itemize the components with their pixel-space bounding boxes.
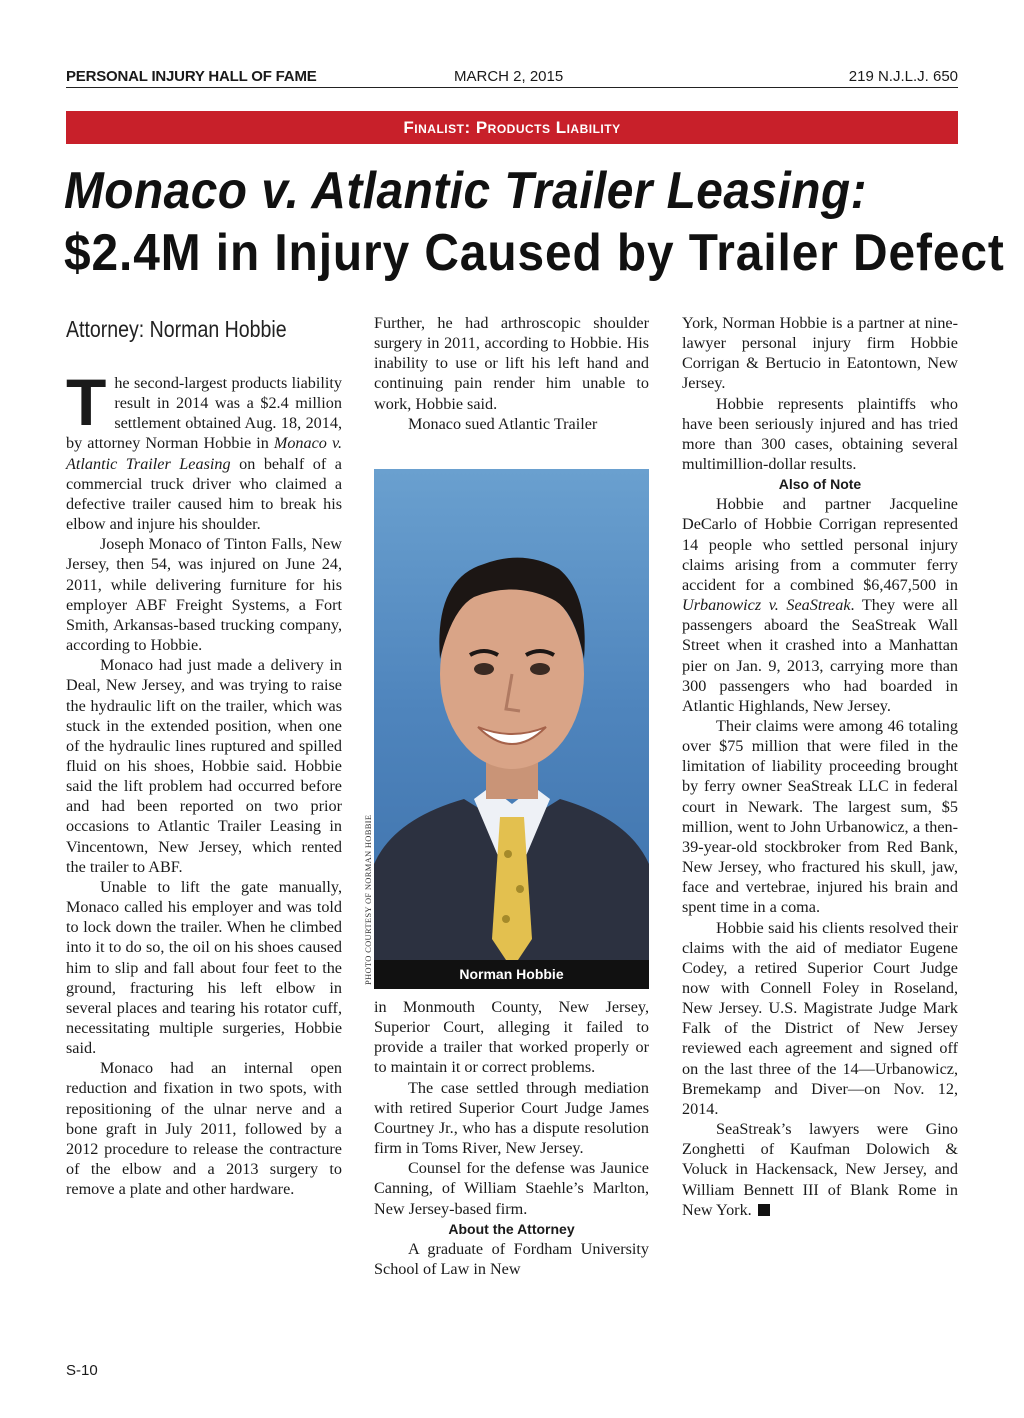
paragraph: Their claims were among 46 totaling over $75 million that were filed in the limitation of liability proceeding brought by ferry owner SeaStreak LLC in federal court in Newark. The largest sum, $5 million, went to John Urbanowicz, a then-39-year-old stockbroker from Red Bank, New Jersey, who fractured his skull, jaw, face and vertebrae, injured his brain and spent time in a coma.: [682, 716, 958, 917]
attorney-photo: [374, 469, 649, 989]
text-run: he second-largest products liability result in 2014 was a $2.4 million settlement obtained Aug. 18, 2014, by attorney Norman Hobbie in: [66, 374, 342, 453]
headline: [64, 160, 1005, 284]
paragraph: York, Norman Hobbie is a partner at nine-lawyer personal injury firm Hobbie Corrigan & Bertucio in Eatontown, New Jersey.: [682, 314, 958, 393]
paragraph: Further, he had arthroscopic shoulder surgery in 2011, according to Hobbie. His inability to use or lift his left hand and continuing pain render him unable to work, Hobbie said.: [374, 314, 649, 413]
paragraph: [66, 365, 343, 534]
paragraph: Hobbie represents plaintiffs who have been seriously injured and has tried more than 300 cases, obtaining several multimillion-dollar results.: [682, 394, 958, 474]
paragraph: Monaco had just made a delivery in Deal, New Jersey, and was trying to raise the hydraulic lift on the trailer, which was stuck in the extended position, when one of the hydraulic lines ruptured and spilled fluid on his shoes, Hobbie said. Hobbie said the lift problem had occurred before and had been reported on two prior occasions to Atlantic Trailer Leasing in Vincentown, New Jersey, which rented the trailer to ABF.: [66, 656, 342, 876]
article-column-3: [682, 313, 958, 1220]
issue-date: MARCH 2, 2015: [454, 68, 564, 85]
article-column-2-top: [374, 313, 649, 434]
case-name: Monaco v. Atlantic Trailer Leasing: [66, 434, 343, 473]
portrait-illustration: [374, 469, 649, 989]
headline-line-2: $2.4M in Injury Caused by Trailer Defect: [64, 224, 1005, 282]
text-run: SeaStreak’s lawyers were Gino Zonghetti of Kaufman Dolowich & Voluck in Hackensack, New Jersey, and William Bennett III of Blank Rome in New York.: [682, 1120, 958, 1219]
page-number: S-10: [66, 1362, 98, 1379]
end-mark-icon: [758, 1204, 770, 1216]
article-column-1: [66, 365, 343, 1199]
paragraph: Monaco sued Atlantic Trailer: [408, 414, 598, 433]
drop-cap: T: [66, 365, 107, 439]
subhead-about-attorney: About the Attorney: [448, 1220, 575, 1237]
headline-line-1: Monaco v. Atlantic Trailer Leasing:: [64, 162, 868, 220]
byline: Attorney: Norman Hobbie: [66, 316, 287, 342]
article-column-2-bottom: [374, 997, 649, 1279]
paragraph: in Monmouth County, New Jersey, Superior Court, alleging it failed to provide a trailer that worked properly or to maintain it or correct problems.: [374, 998, 649, 1077]
text-run: Hobbie and partner Jacqueline DeCarlo of Hobbie Corrigan represented 14 people who settled personal injury claims arising from a commuter ferry accident for a combined $6,467,500 in: [682, 495, 958, 594]
paragraph: Monaco had an internal open reduction and fixation in two spots, with repositioning of the ulnar nerve and a bone graft in July 2011, followed by a 2012 procedure to release the contracture of the elbow and a 2013 surgery to remove a plate and other hardware.: [66, 1059, 342, 1199]
subhead-also-of-note: Also of Note: [778, 476, 862, 493]
paragraph: [682, 494, 958, 716]
text-run: . They were all passengers aboard the SeaStreak Wall Street when it crashed into a Manhattan pier on Jan. 9, 2013, carrying more than 300 passengers who had boarded in Atlantic Highlands, New Jersey.: [682, 596, 958, 715]
photo-caption: Norman Hobbie: [374, 960, 649, 989]
category-banner: Finalist: Products Liability: [66, 111, 958, 144]
paragraph: [682, 1119, 958, 1220]
paragraph: The case settled through mediation with retired Superior Court Judge James Courtney Jr., who has a dispute resolution firm in Toms River, New Jersey.: [374, 1078, 649, 1158]
section-name: PERSONAL INJURY HALL OF FAME: [66, 68, 317, 85]
paragraph: Hobbie said his clients resolved their claims with the aid of mediator Eugene Codey, a retired Superior Court Judge now with Connell Foley in Roseland, New Jersey. U.S. Magistrate Judge Mark Falk of the District of New Jersey reviewed each agreement and signed off on the last three of the 14—Urbanowicz, Bremekamp and Diver—on Nov. 12, 2014.: [682, 918, 958, 1118]
paragraph: Joseph Monaco of Tinton Falls, New Jersey, then 54, was injured on June 24, 2011, while delivering furniture for his employer ABF Freight Systems, a Fort Smith, Arkansas-based trucking company, according to Hobbie.: [66, 535, 342, 655]
text-run: on behalf of a commercial truck driver who claimed a defective trailer caused him to break his elbow and injure his shoulder.: [66, 454, 342, 534]
running-header: [66, 66, 958, 88]
photo-credit: PHOTO COURTESY OF NORMAN HOBBIE: [363, 814, 373, 985]
paragraph: A graduate of Fordham University School of Law in New: [374, 1239, 649, 1278]
paragraph: Counsel for the defense was Jaunice Canning, of William Staehle’s Marlton, New Jersey-based firm.: [374, 1159, 649, 1218]
paragraph: Unable to lift the gate manually, Monaco called his employer and was told to lock down the trailer. When he climbed into it to do so, the oil on his shoes caused him to slip and fall about four feet to the ground, fracturing his left elbow in several places and tearing his rotator cuff, necessitating multiple surgeries, Hobbie said.: [66, 877, 342, 1058]
citation: 219 N.J.L.J. 650: [848, 68, 958, 85]
case-name: Urbanowicz v. SeaStreak: [682, 596, 851, 615]
